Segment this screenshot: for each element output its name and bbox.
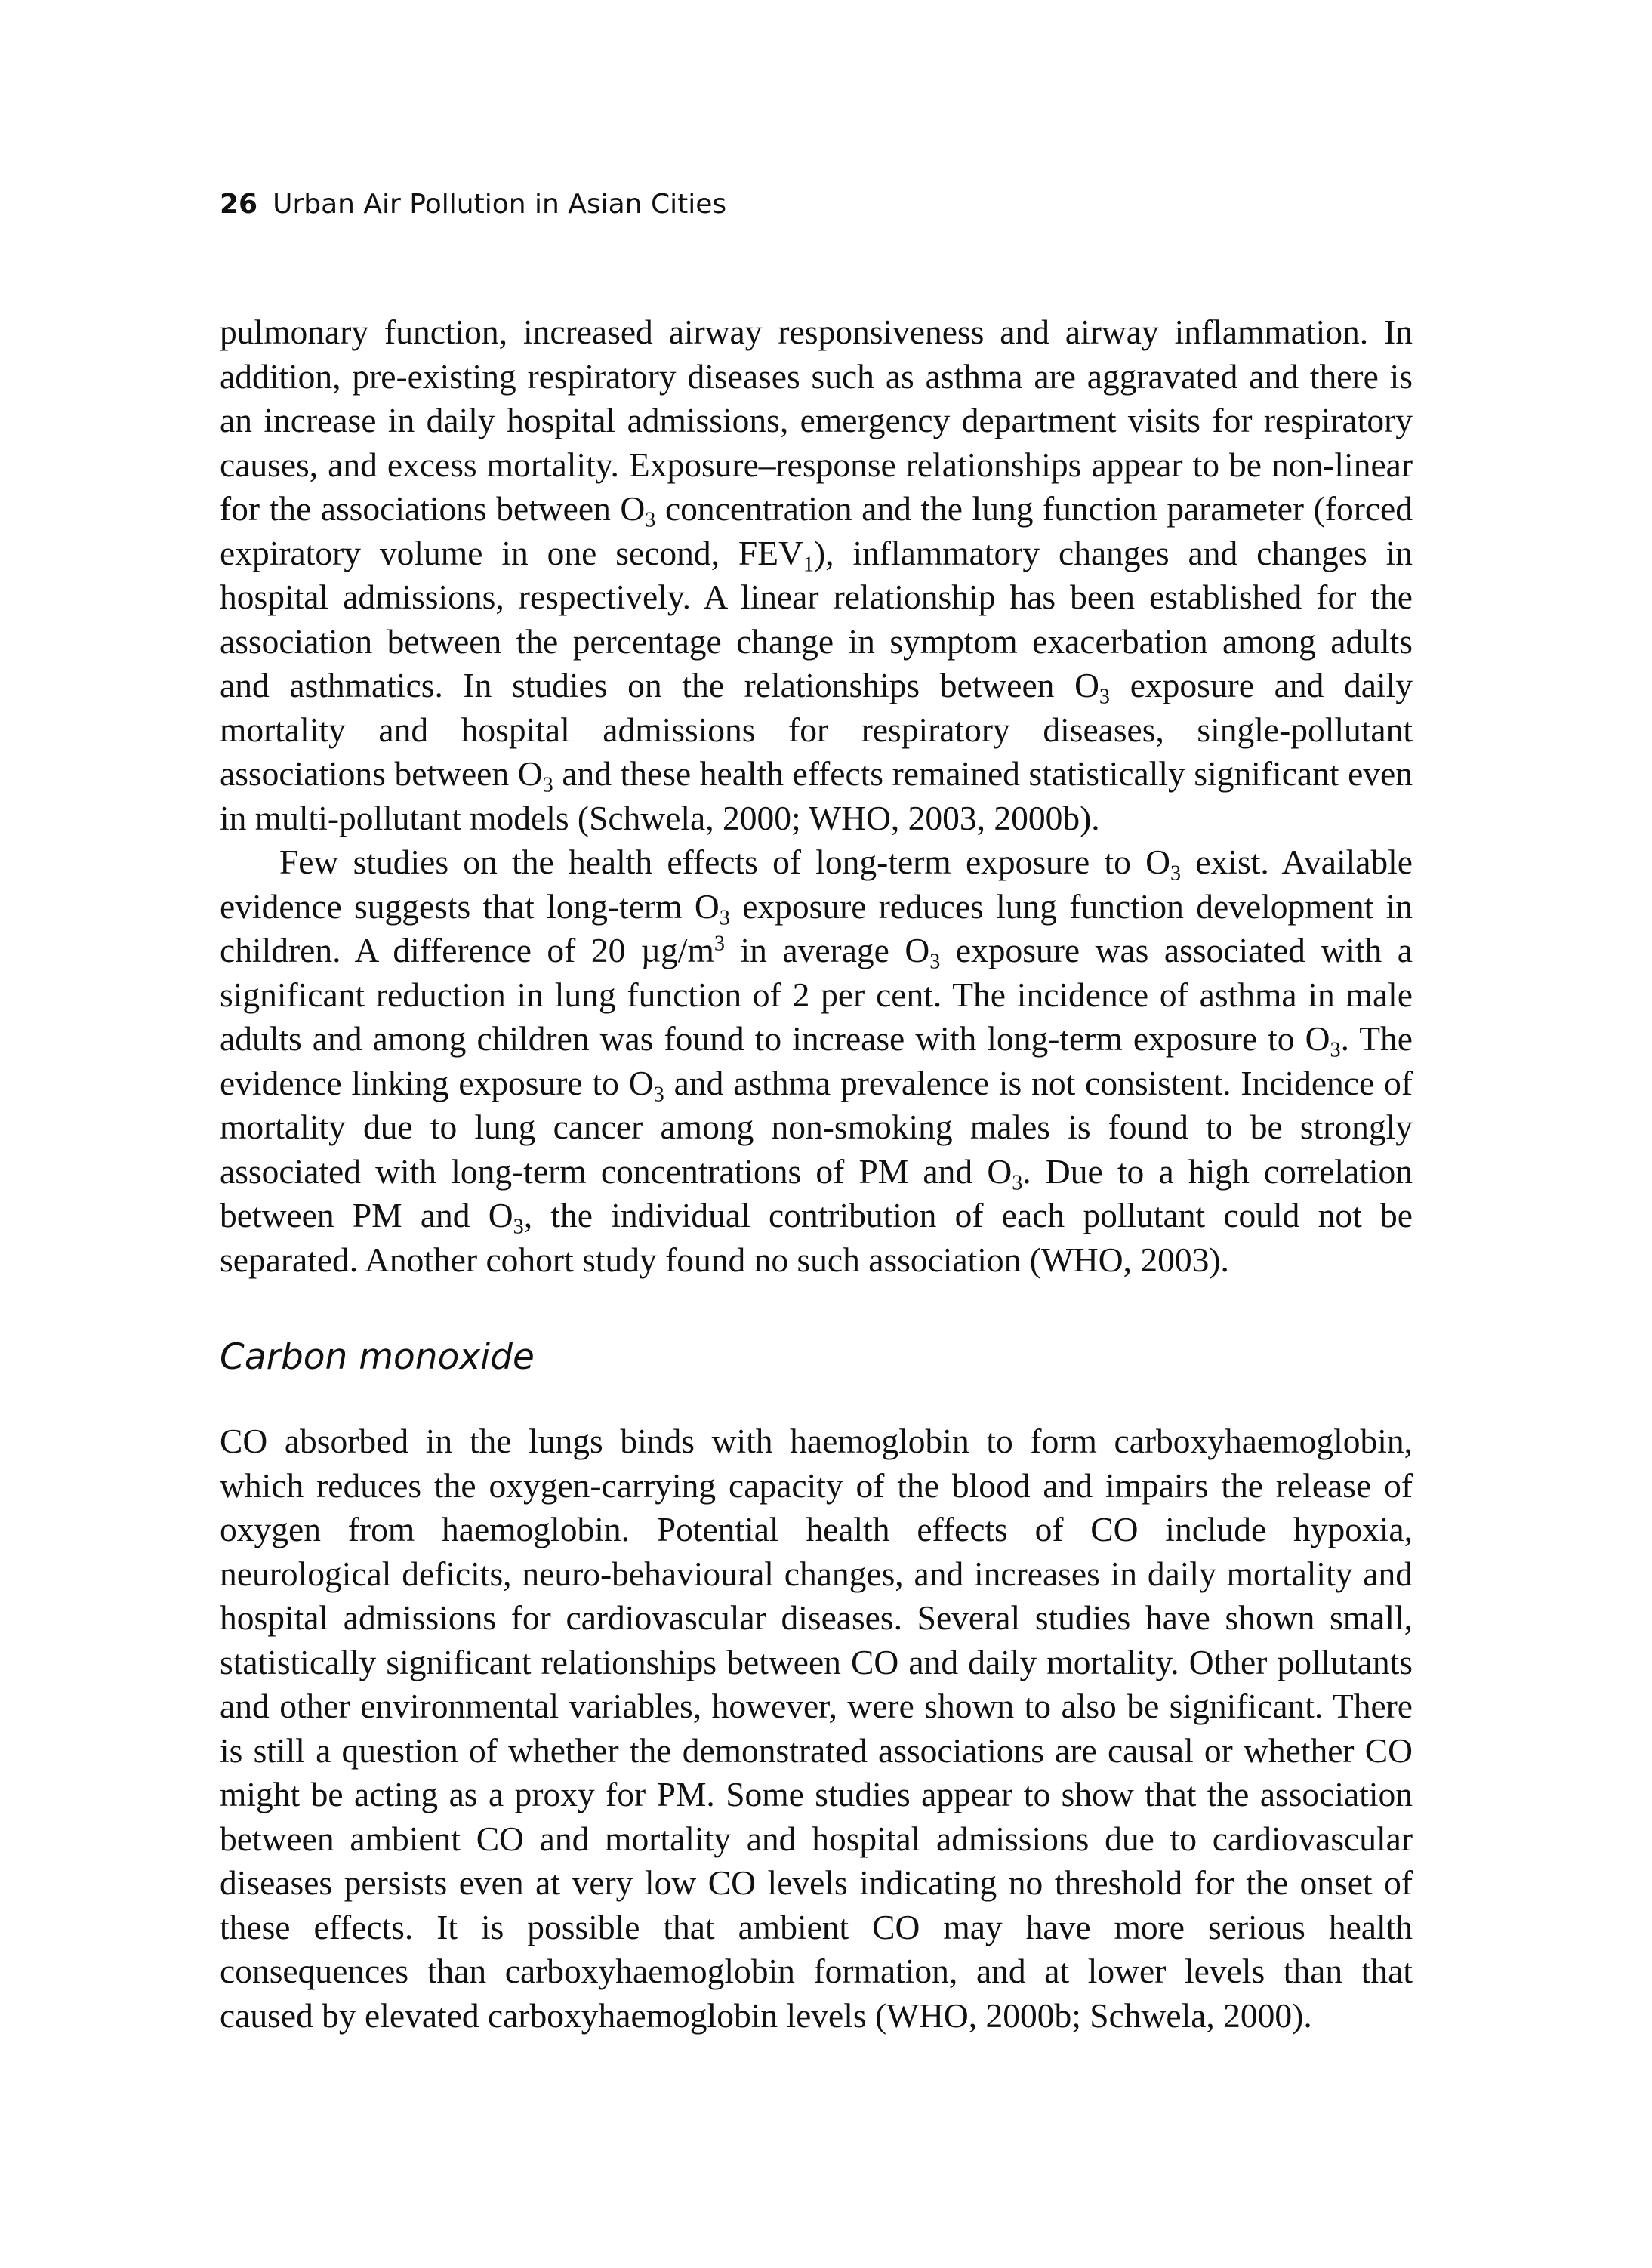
section-heading-carbon-monoxide: Carbon monoxide xyxy=(220,1336,535,1378)
carbon-monoxide-text-block xyxy=(220,1419,1413,2038)
ozone-short-term-paragraph: pulmonary function, increased airway responsiveness and airway inflammation. In addition, pre-existing respiratory diseases such as asthma are aggravated and there is an increase in daily hospital admissions, emergency department visits for respiratory causes, and excess mortality. Exposure–response relationships appear to be non-linear for the associations between $O_3$ concentration and the lung function parameter (forced expiratory volume in one second, $FEV_1$), inflammatory changes and changes in hospital admissions, respectively. A linear relationship has been established for the association between the percentage change in symptom exacerbation among adults and asthmatics. In studies on the relationships between $O_3$ exposure and daily mortality and hospital admissions for respiratory diseases, single-pollutant associations between $O_3$ and these health effects remained statistically significant even in multi-pollutant models (Schwela, 2000; WHO, 2003, 2000b). xyxy=(220,313,1413,837)
carbon-monoxide-paragraph: CO absorbed in the lungs binds with haemoglobin to form carboxyhaemoglobin, which reduces the oxygen-carrying capacity of the blood and impairs the release of oxygen from haemoglobin. Potential health effects of CO include hypoxia, neurological deficits, neuro-behavioural changes, and increases in daily mortality and hospital admissions for cardiovascular diseases. Several studies have shown small, statistically significant relationships between CO and daily mortality. Other pollutants and other environmental variables, however, were shown to also be significant. There is still a question of whether the demonstrated associations are causal or whether CO might be acting as a proxy for PM. Some studies appear to show that the association between ambient CO and mortality and hospital admissions due to cardiovascular diseases persists even at very low CO levels indicating no threshold for the onset of these effects. It is possible that ambient CO may have more serious health consequences than carboxyhaemoglobin formation, and at lower levels than that caused by elevated carboxyhaemoglobin levels (WHO, 2000b; Schwela, 2000). xyxy=(220,1422,1413,2035)
running-head xyxy=(220,189,726,220)
running-head-title: Urban Air Pollution in Asian Cities xyxy=(273,189,727,220)
ozone-text-block xyxy=(220,310,1413,1282)
page-number: 26 xyxy=(220,189,258,220)
ozone-long-term-paragraph: Few studies on the health effects of long-term exposure to $O_3$ exist. Available evidence suggests that long-term $O_3$ exposure reduces lung function development in children. A difference of 20 $\mu g/m^3$ in average $O_3$ exposure was associated with a significant reduction in lung function of 2 per cent. The incidence of asthma in male adults and among children was found to increase with long-term exposure to $O_3$. The evidence linking exposure to $O_3$ and asthma prevalence is not consistent. Incidence of mortality due to lung cancer among non-smoking males is found to be strongly associated with long-term concentrations of PM and $O_3$. Due to a high correlation between PM and $O_3$, the individual contribution of each pollutant could not be separated. Another cohort study found no such association (WHO, 2003). xyxy=(220,843,1413,1279)
